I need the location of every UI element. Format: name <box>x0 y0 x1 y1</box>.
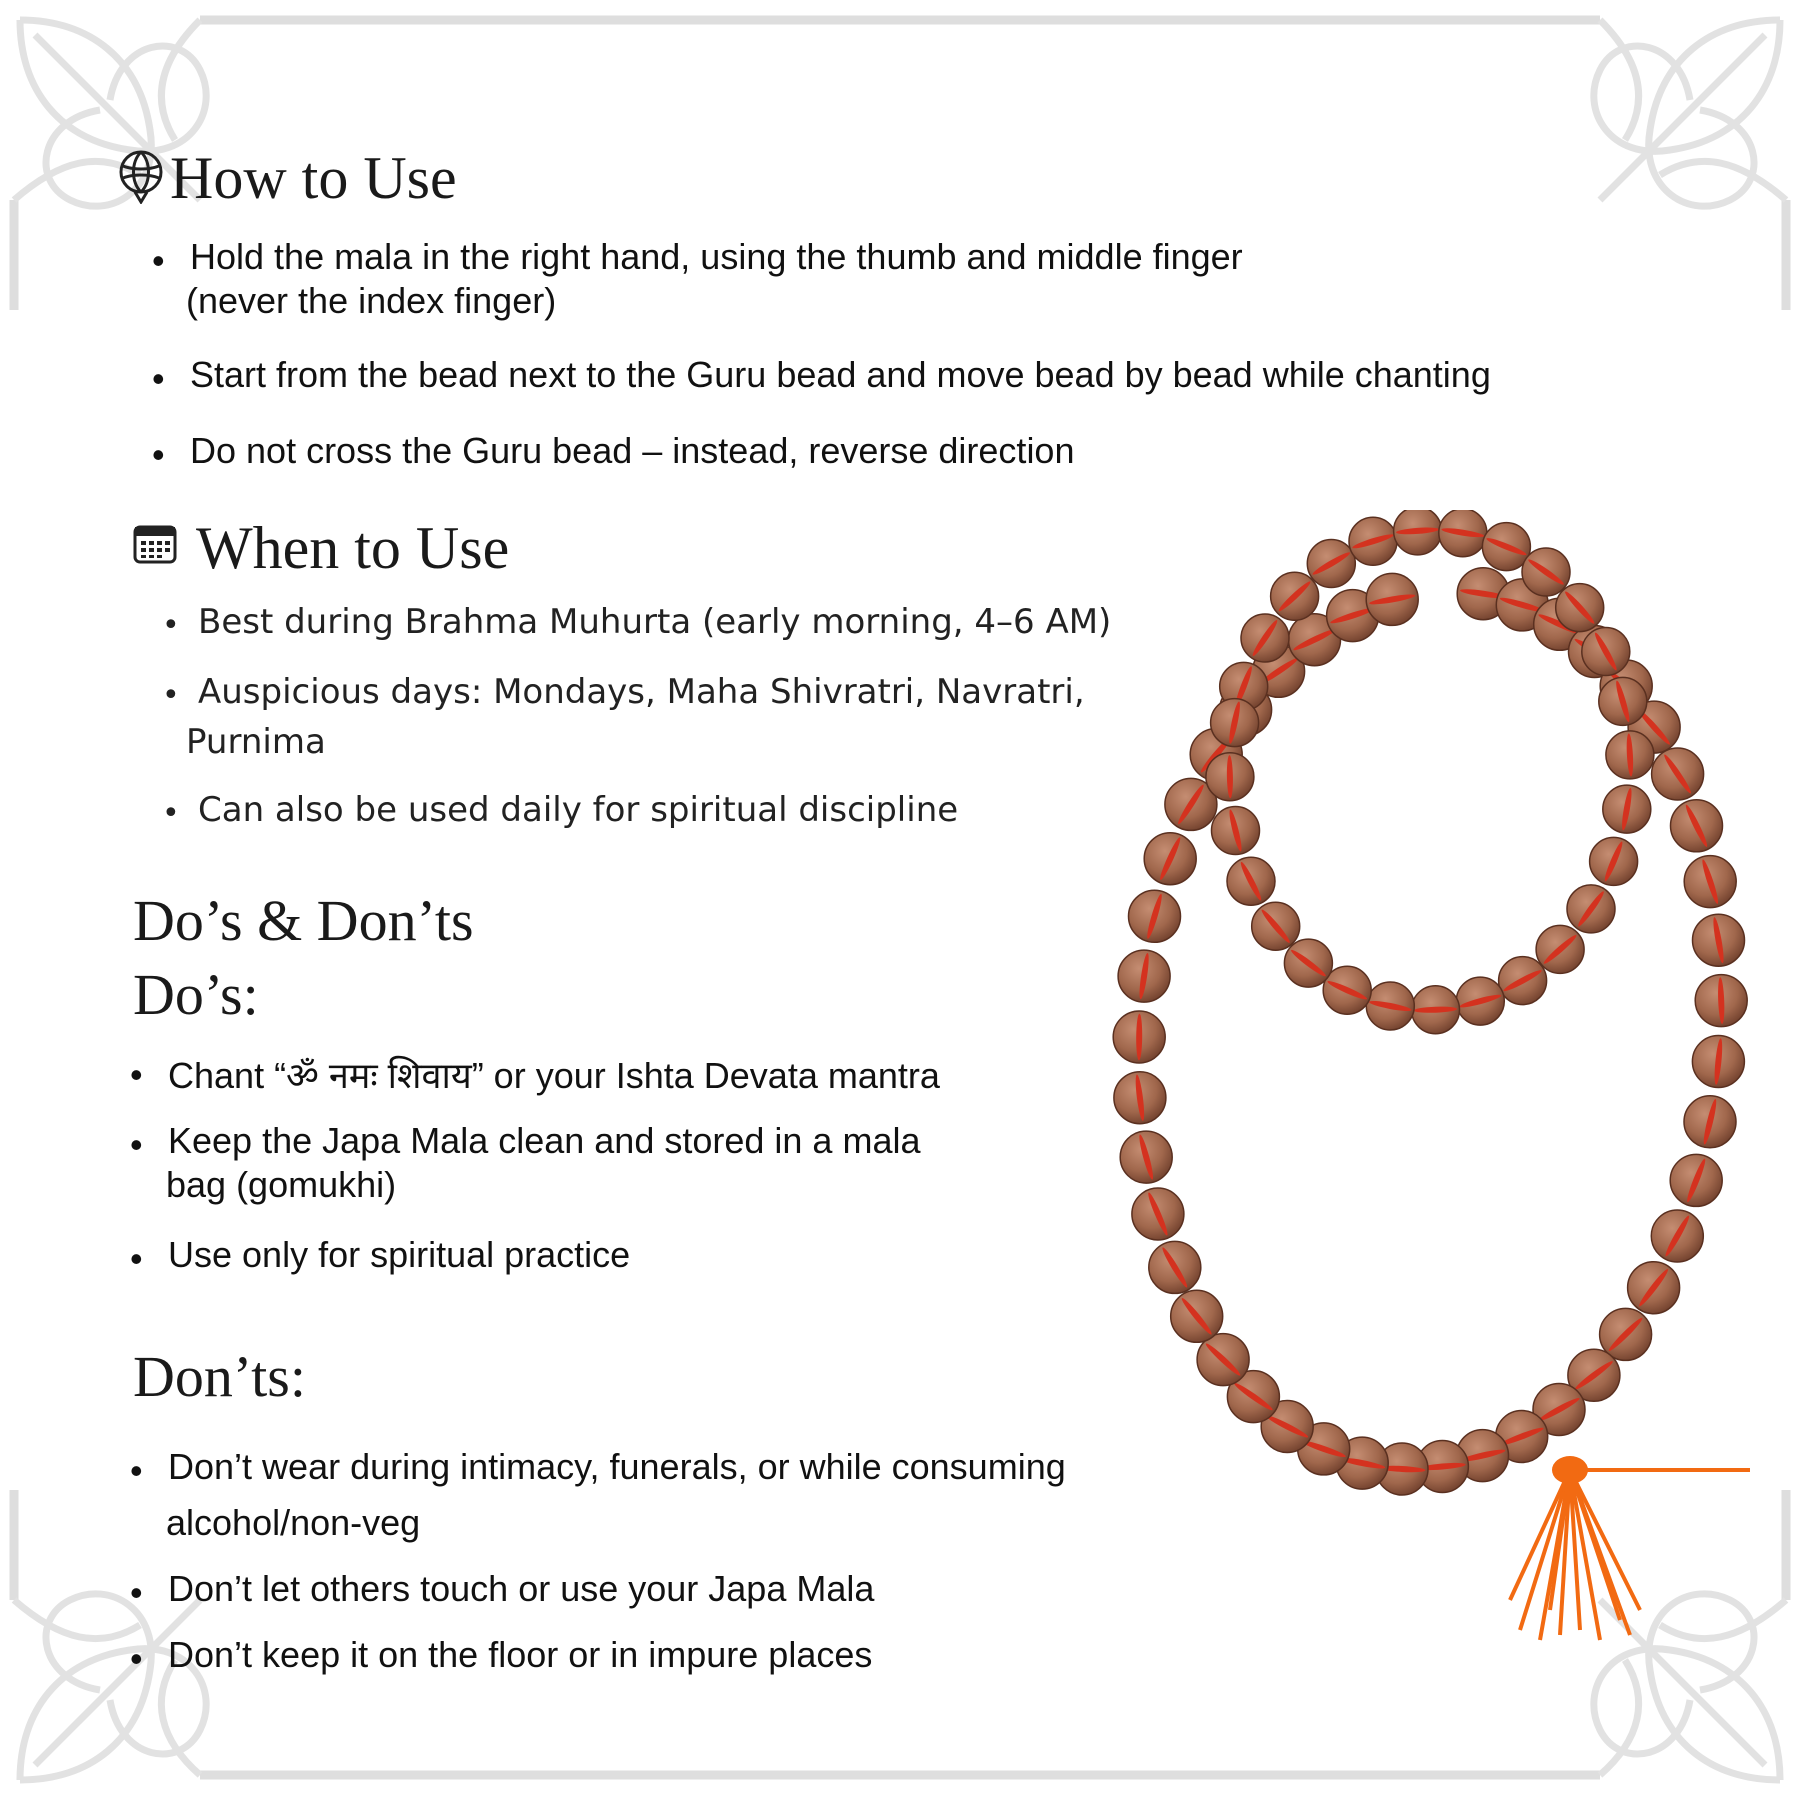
bullet: • <box>152 434 165 475</box>
bullet: • <box>130 1638 143 1679</box>
bullet: • <box>162 608 180 643</box>
donts-item-1-cont: alcohol/non-veg <box>166 1502 421 1543</box>
bullet: • <box>152 240 165 281</box>
how-item-2: Start from the bead next to the Guru bead and move bead by bead while chanting <box>190 354 1491 395</box>
rudraksha-mala-image <box>1100 510 1780 1670</box>
bullet: • <box>162 796 180 831</box>
bullet: • <box>152 358 165 399</box>
dos-item-2-cont: bag (gomukhi) <box>166 1164 397 1205</box>
donts-title: Don’ts: <box>133 1344 306 1409</box>
how-item-3: Do not cross the Guru bead – instead, reverse direction <box>190 430 1075 471</box>
donts-item-2: Don’t let others touch or use your Japa Mala <box>168 1568 875 1609</box>
when-item-2-cont: Purnima <box>186 722 326 762</box>
dos-item-2: Keep the Japa Mala clean and stored in a mala <box>168 1120 921 1161</box>
rudraksha-icon <box>115 148 167 204</box>
bullet: • <box>130 1238 143 1279</box>
bullet: • <box>130 1572 143 1613</box>
how-to-use-title: How to Use <box>170 145 457 211</box>
donts-item-3: Don’t keep it on the floor or in impure places <box>168 1634 873 1675</box>
dos-donts-title: Do’s & Don’ts <box>133 888 474 953</box>
bullet: • <box>130 1450 143 1491</box>
when-item-2: Auspicious days: Mondays, Maha Shivratri, Navratri, <box>198 672 1085 712</box>
dos-item-1: Chant “ॐ नमः शिवाय” or your Ishta Devata mantra <box>168 1055 940 1096</box>
donts-item-1: Don’t wear during intimacy, funerals, or while consuming <box>168 1446 1066 1487</box>
bullet: • <box>130 1124 143 1165</box>
when-item-3: Can also be used daily for spiritual discipline <box>198 790 959 830</box>
how-item-1: Hold the mala in the right hand, using the thumb and middle finger <box>190 236 1243 277</box>
bullet: • <box>162 678 180 713</box>
mala-inner-loop <box>1206 510 1654 1034</box>
when-item-1: Best during Brahma Muhurta (early morning, 4–6 AM) <box>198 602 1112 642</box>
when-to-use-title: When to Use <box>196 515 510 581</box>
bullet: • <box>130 1054 143 1095</box>
calendar-icon <box>132 522 178 566</box>
dos-item-3: Use only for spiritual practice <box>168 1234 631 1275</box>
how-item-1-cont: (never the index finger) <box>186 280 557 321</box>
dos-title: Do’s: <box>133 962 259 1027</box>
tassel <box>1510 1470 1750 1640</box>
